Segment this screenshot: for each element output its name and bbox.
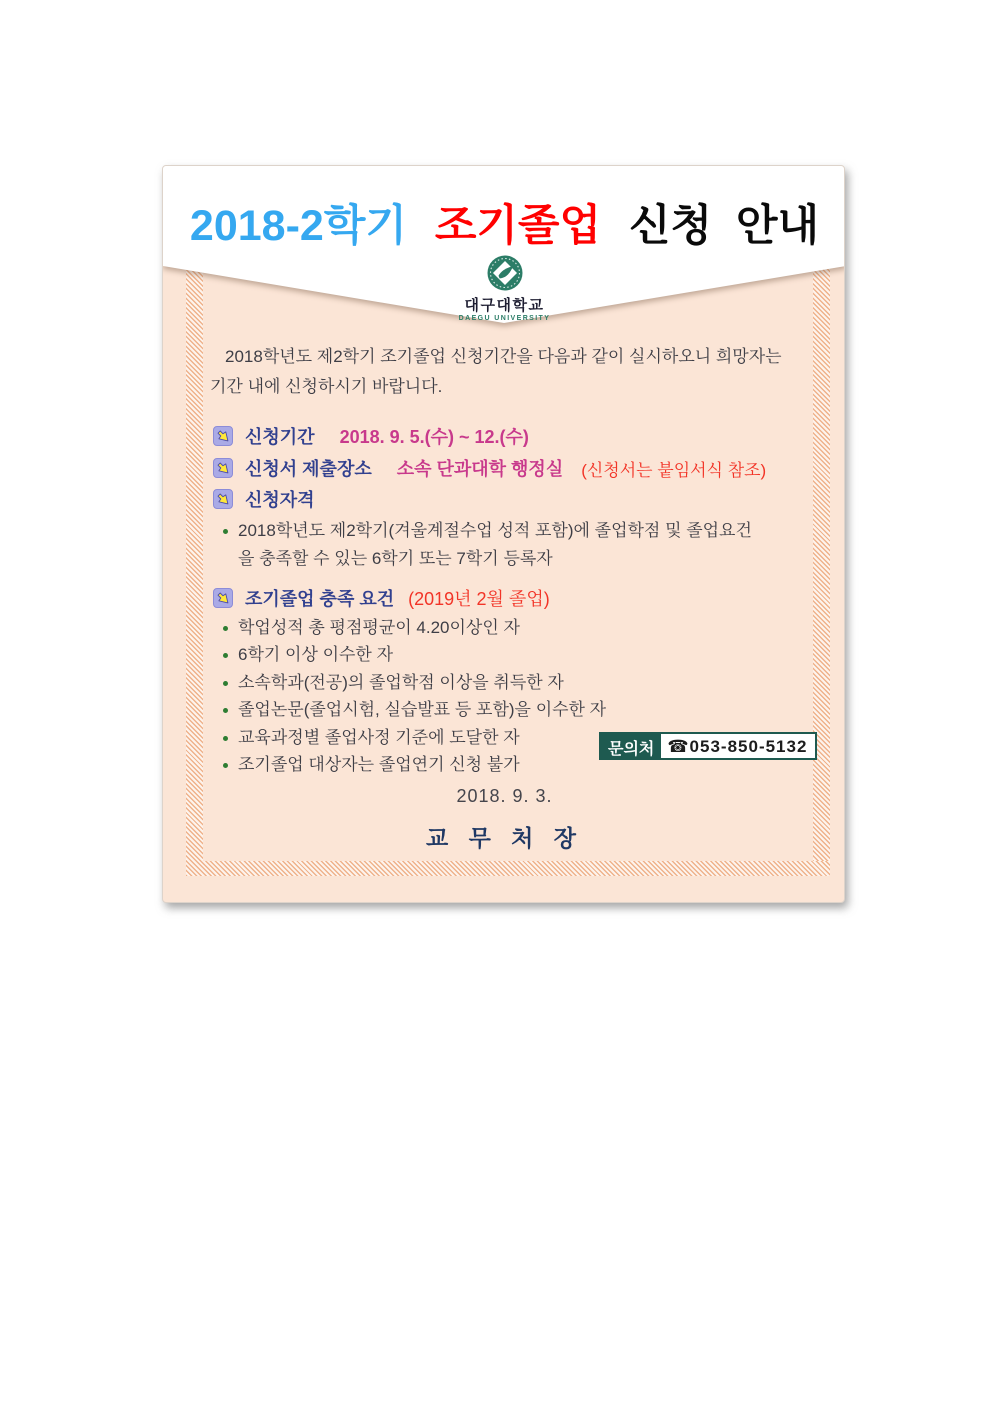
section-note: (신청서는 붙임서식 참조) — [581, 460, 767, 480]
bullet-dot-icon — [223, 681, 228, 686]
section-value: 2018. 9. 5.(수) ~ 12.(수) — [339, 427, 529, 447]
arrow-bullet-icon — [213, 458, 233, 478]
section-label: 신청기간 — [245, 427, 315, 447]
bullet-text: 조기졸업 대상자는 졸업연기 신청 불가 — [238, 755, 520, 774]
requirement-bullet — [223, 727, 520, 749]
requirement-bullet — [223, 672, 564, 694]
title-semester: 2018-2학기 — [189, 202, 407, 250]
section-value: 소속 단과대학 행정실 — [396, 459, 564, 479]
bullet-text: 학업성적 총 평점평균이 4.20이상인 자 — [238, 618, 520, 637]
bullet-text: 졸업논문(졸업시험, 실습발표 등 포함)을 이수한 자 — [238, 700, 607, 719]
eligibility-bullet — [223, 520, 752, 542]
bullet-text: 소속학과(전공)의 졸업학점 이상을 취득한 자 — [238, 673, 564, 692]
university-logo — [163, 254, 845, 322]
university-name-en: DAEGU UNIVERSITY — [458, 315, 551, 322]
section-application-period — [213, 424, 529, 448]
bullet-dot-icon — [223, 708, 228, 713]
bullet-text: 6학기 이상 이수한 자 — [238, 645, 393, 664]
intro-line-1: 2018학년도 제2학기 조기졸업 신청기간을 다음과 같이 실시하오니 희망자는 — [225, 347, 782, 366]
section-label: 신청자격 — [245, 490, 315, 510]
bullet-dot-icon — [223, 626, 228, 631]
bullet-text: 2018학년도 제2학기(겨울계절수업 성적 포함)에 졸업학점 및 졸업요건 — [238, 521, 752, 540]
signer-title: 교 무 처 장 — [425, 825, 584, 851]
announcement-card — [162, 165, 845, 903]
bullet-dot-icon — [223, 763, 228, 768]
bullet-dot-icon — [223, 529, 228, 534]
section-requirements — [213, 586, 550, 610]
section-submission-place — [213, 456, 766, 480]
section-eligibility — [213, 487, 315, 511]
arrow-bullet-icon — [213, 426, 233, 446]
notice-date: 2018. 9. 3. — [456, 786, 553, 806]
contact-phone-number: ☎053-850-5132 — [667, 737, 808, 756]
contact-box — [599, 732, 817, 760]
title-rest: 신청 안내 — [628, 202, 820, 250]
section-label: 조기졸업 충족 요건 — [245, 589, 395, 609]
intro-paragraph — [210, 342, 810, 402]
title-keyword: 조기졸업 — [434, 202, 601, 250]
intro-line-2: 기간 내에 신청하시기 바랍니다. — [210, 377, 443, 396]
eligibility-bullet-continued: 을 충족할 수 있는 6학기 또는 7학기 등록자 — [238, 549, 553, 568]
requirement-bullet — [223, 617, 520, 639]
bullet-dot-icon — [223, 736, 228, 741]
section-note: (2019년 2월 졸업) — [408, 589, 550, 609]
bullet-dot-icon — [223, 653, 228, 658]
university-emblem-icon — [486, 254, 524, 292]
contact-label: 문의처 — [601, 734, 661, 758]
requirement-bullet — [223, 644, 393, 666]
university-name-kr: 대구대학교 — [464, 297, 545, 314]
requirement-bullet — [223, 699, 606, 721]
bullet-text: 교육과정별 졸업사정 기준에 도달한 자 — [238, 728, 520, 747]
arrow-bullet-icon — [213, 588, 233, 608]
arrow-bullet-icon — [213, 489, 233, 509]
requirement-bullet — [223, 754, 520, 776]
section-label: 신청서 제출장소 — [245, 459, 372, 479]
